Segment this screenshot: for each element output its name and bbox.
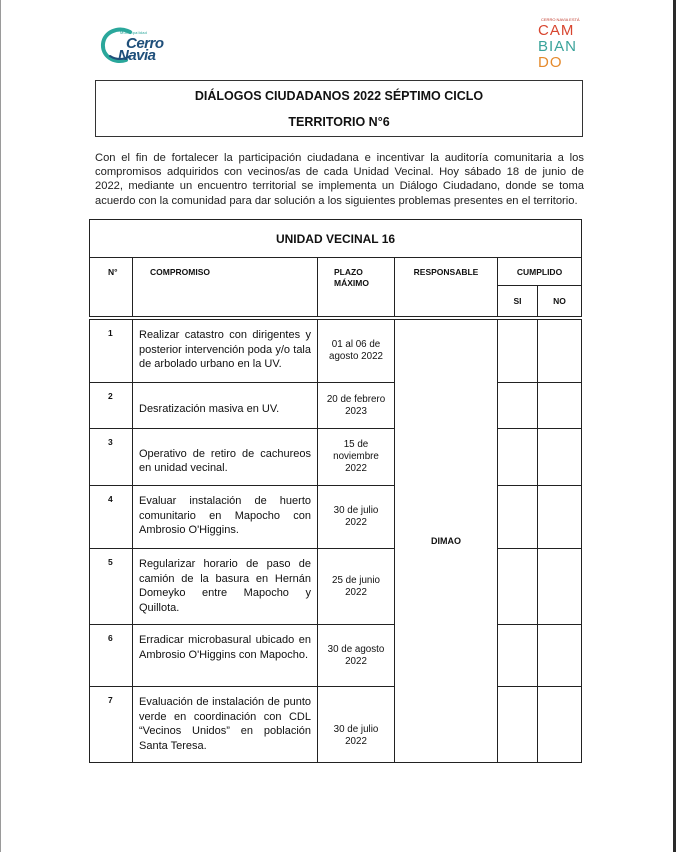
row-num: 2: [90, 383, 133, 429]
row-si-cell: [498, 383, 538, 429]
table-row: [90, 687, 582, 763]
row-no-cell: [538, 486, 582, 549]
row-num: 6: [90, 625, 133, 687]
cambiando-logo: [538, 14, 598, 74]
header-no: NO: [538, 286, 582, 317]
logo-left-line2: Navia: [118, 47, 156, 64]
unidad-vecinal-title: UNIDAD VECINAL 16: [90, 220, 582, 258]
row-si-cell: [498, 486, 538, 549]
title-box: [95, 80, 583, 137]
row-plazo: 01 al 06 de agosto 2022: [318, 320, 395, 383]
table-row: [90, 486, 582, 549]
row-compromiso: Evaluación de instalación de punto verde en coordinación con CDL “Vecinos Unidos” en población Santa Teresa.: [133, 687, 318, 763]
document-subtitle: TERRITORIO N°6: [288, 115, 390, 129]
table-row: [90, 429, 582, 486]
logo-right-row-1: [538, 23, 574, 38]
row-compromiso: Regularizar horario de paso de camión de la basura en Hernán Domeyko entre Mapocho y Quillota.: [133, 549, 318, 625]
logo-left-small-text: Municipalidad: [120, 30, 148, 35]
row-si-cell: [498, 429, 538, 486]
row-num: 3: [90, 429, 133, 486]
logo-left-line1: Cerro: [126, 35, 164, 52]
page-edge-left: [0, 0, 1, 852]
row-num: 7: [90, 687, 133, 763]
logo-right-row-2: BIAN: [538, 38, 578, 55]
row-no-cell: [538, 429, 582, 486]
row-num: 5: [90, 549, 133, 625]
table-row: [90, 383, 582, 429]
header-plazo: [318, 258, 395, 317]
row-plazo: 30 de julio 2022: [318, 687, 395, 763]
intro-paragraph: Con el fin de fortalecer la participación ciudadana e incentivar la auditoría comunitaria a los compromisos adquiridos con vecinos/as de cada Unidad Vecinal. Hoy sábado 18 de junio de 2022, mediante un encuentro territorial se implementa un Diálogo Ciudadano, donde se toma acuerdo con la comunidad para dar solución a los siguientes problemas presentes en el territorio.: [95, 152, 584, 207]
row-compromiso: Operativo de retiro de cachureos en unidad vecinal.: [133, 429, 318, 486]
row-si-cell: [498, 625, 538, 687]
row-num: 4: [90, 486, 133, 549]
row-si-cell: [498, 687, 538, 763]
logo-right-row-1-text: CAM: [538, 22, 575, 39]
row-no-cell: [538, 383, 582, 429]
row-si-cell: [498, 320, 538, 383]
row-plazo: 30 de agosto 2022: [318, 625, 395, 687]
table-row: [90, 625, 582, 687]
logo-right-small-text: CERRO NAVIA ESTÁ: [541, 17, 580, 22]
cerro-navia-logo: [100, 24, 180, 66]
row-compromiso: Desratización masiva en UV.: [133, 383, 318, 429]
row-si-cell: [498, 549, 538, 625]
row-plazo: 20 de febrero 2023: [318, 383, 395, 429]
row-plazo: 25 de junio 2022: [318, 549, 395, 625]
logo-right-row-3: DO: [538, 54, 563, 71]
row-no-cell: [538, 687, 582, 763]
table-row: [90, 549, 582, 625]
row-no-cell: [538, 320, 582, 383]
header-plazo-line2: MÁXIMO: [334, 278, 369, 288]
header-si: SI: [498, 286, 538, 317]
header-plazo-line1: PLAZO: [334, 267, 363, 277]
table-row: [90, 320, 582, 383]
row-no-cell: [538, 625, 582, 687]
responsable-cell: DIMAO: [395, 320, 498, 763]
row-no-cell: [538, 549, 582, 625]
header-compromiso: COMPROMISO: [133, 258, 318, 317]
row-num: 1: [90, 320, 133, 383]
row-compromiso: Realizar catastro con dirigentes y posterior intervención poda y/o tala de arbolado urbano en la UV.: [133, 320, 318, 383]
row-plazo: 30 de julio 2022: [318, 486, 395, 549]
document-title: DIÁLOGOS CIUDADANOS 2022 SÉPTIMO CICLO: [194, 89, 484, 103]
row-compromiso: Erradicar microbasural ubicado en Ambrosio O'Higgins con Mapocho.: [133, 625, 318, 687]
header-num: N°: [90, 258, 133, 317]
row-plazo: 15 de noviembre 2022: [318, 429, 395, 486]
header-responsable: RESPONSABLE: [395, 258, 498, 317]
commitments-table: [89, 219, 582, 763]
row-compromiso: Evaluar instalación de huerto comunitario en Mapocho con Ambrosio O'Higgins.: [133, 486, 318, 549]
header-cumplido: CUMPLIDO: [498, 258, 582, 286]
